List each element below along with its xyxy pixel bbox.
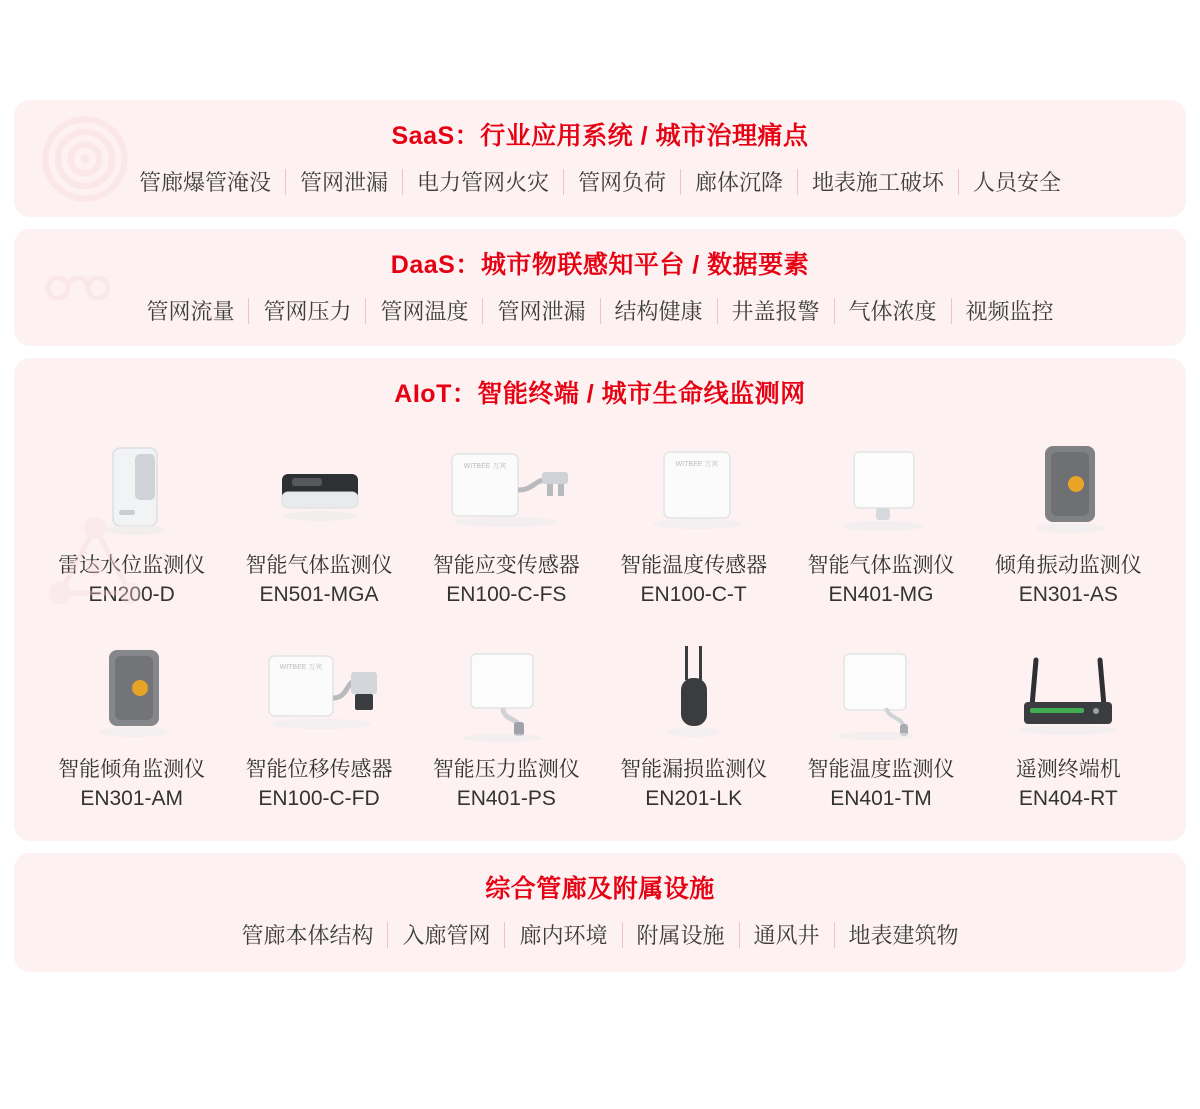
chip-item[interactable]: 气体浓度 [848, 299, 937, 324]
chip-item[interactable]: 电力管网火灾 [416, 170, 549, 195]
chip-item[interactable]: 附属设施 [636, 923, 725, 949]
band-saas [14, 100, 1186, 217]
device-name: 智能压力监测仪 [432, 757, 580, 781]
chip-item[interactable]: 视频监控 [965, 299, 1054, 324]
pressure-monitor-device-icon [426, 632, 586, 750]
svg-text:WITBEE 万宾: WITBEE 万宾 [279, 663, 323, 671]
device-card[interactable] [225, 422, 412, 620]
radar-level-device-icon [52, 428, 212, 546]
chip-item[interactable]: 管网流量 [146, 299, 235, 324]
device-model: EN401-MG [828, 583, 934, 607]
strain-sensor-device-icon [426, 428, 586, 546]
chip-item[interactable]: 地表施工破坏 [812, 170, 945, 195]
band-title-saas [14, 100, 1186, 160]
temperature-sensor-device-icon [614, 428, 774, 546]
displacement-sensor-device-icon [239, 632, 399, 750]
chip-item[interactable]: 管网泄漏 [299, 170, 388, 195]
band-title-main: 城市物联感知平台 / 数据要素 [480, 251, 810, 279]
device-card[interactable] [975, 422, 1162, 620]
chip-item[interactable]: 管廊本体结构 [241, 923, 374, 949]
device-name: 智能漏损监测仪 [620, 757, 768, 781]
svg-text:WITBEE 万宾: WITBEE 万宾 [675, 461, 719, 468]
band-title-prefix: AIoT： [394, 380, 478, 408]
chip-item[interactable]: 廊体沉降 [695, 170, 784, 195]
device-card[interactable] [975, 626, 1162, 824]
device-card[interactable] [600, 626, 787, 824]
band-title-prefix: DaaS： [390, 251, 481, 279]
svg-text:WITBEE 万宾: WITBEE 万宾 [463, 463, 507, 470]
device-card[interactable] [787, 422, 974, 620]
band-title-infrastructure: 综合管廊及附属设施 [485, 875, 715, 904]
device-name: 智能应变传感器 [432, 554, 580, 577]
device-model: EN100-C-FD [258, 787, 380, 811]
device-name: 智能位移传感器 [245, 757, 393, 781]
band-infrastructure [14, 853, 1186, 972]
device-card[interactable] [787, 626, 974, 824]
device-name: 智能温度传感器 [620, 554, 768, 577]
chip-list-infrastructure [14, 913, 1186, 972]
device-model: EN404-RT [1018, 787, 1118, 811]
chip-item[interactable]: 管廊爆管淹没 [138, 170, 271, 195]
chip-item[interactable]: 管网压力 [263, 299, 352, 324]
device-name: 智能气体监测仪 [807, 554, 955, 577]
device-model: EN401-TM [830, 787, 932, 811]
chip-item[interactable]: 管网温度 [380, 299, 469, 324]
device-card[interactable] [600, 422, 787, 620]
band-title-main: 智能终端 / 城市生命线监测网 [477, 380, 806, 408]
band-title-daas [14, 229, 1186, 289]
rtu-terminal-device-icon [988, 632, 1148, 750]
device-model: EN201-LK [645, 787, 743, 811]
device-grid [14, 418, 1186, 841]
leak-monitor-device-icon [614, 632, 774, 750]
band-aiot [14, 358, 1186, 841]
chip-item[interactable]: 管网负荷 [577, 170, 666, 195]
chip-item[interactable]: 通风井 [753, 923, 820, 949]
device-card[interactable] [38, 422, 225, 620]
device-model: EN301-AS [1018, 583, 1118, 607]
chip-item[interactable]: 结构健康 [614, 299, 703, 324]
device-name: 雷达水位监测仪 [58, 554, 206, 577]
device-card[interactable] [413, 626, 600, 824]
device-name: 智能气体监测仪 [245, 554, 393, 577]
chip-item[interactable]: 地表建筑物 [848, 923, 959, 949]
device-name: 倾角振动监测仪 [994, 554, 1142, 577]
device-model: EN401-PS [456, 787, 556, 811]
chip-item[interactable]: 人员安全 [973, 170, 1062, 195]
chip-item[interactable]: 管网泄漏 [497, 299, 586, 324]
chip-item[interactable]: 廊内环境 [519, 923, 608, 949]
device-model: EN100-C-FS [446, 583, 567, 607]
device-card[interactable] [38, 626, 225, 824]
device-name: 智能倾角监测仪 [58, 757, 206, 781]
band-title-aiot [14, 358, 1186, 418]
device-card[interactable] [225, 626, 412, 824]
device-name: 遥测终端机 [1015, 757, 1121, 781]
device-card[interactable] [413, 422, 600, 620]
tilt-monitor-device-icon [52, 632, 212, 750]
gas-monitor-device-icon [801, 428, 961, 546]
chip-list-daas [14, 289, 1186, 346]
tilt-vibration-device-icon [988, 428, 1148, 546]
device-model: EN200-D [88, 583, 175, 607]
device-model: EN100-C-T [640, 583, 747, 607]
device-model: EN501-MGA [259, 583, 379, 607]
band-title-main: 行业应用系统 / 城市治理痛点 [480, 122, 809, 150]
band-daas [14, 229, 1186, 346]
temperature-monitor-device-icon [801, 632, 961, 750]
chip-item[interactable]: 入廊管网 [402, 923, 491, 949]
chip-list-saas [14, 160, 1186, 217]
chip-item[interactable]: 井盖报警 [731, 299, 820, 324]
device-name: 智能温度监测仪 [807, 757, 955, 781]
gas-detector-device-icon [239, 428, 399, 546]
device-model: EN301-AM [80, 787, 184, 811]
band-title-prefix: SaaS： [391, 122, 481, 150]
